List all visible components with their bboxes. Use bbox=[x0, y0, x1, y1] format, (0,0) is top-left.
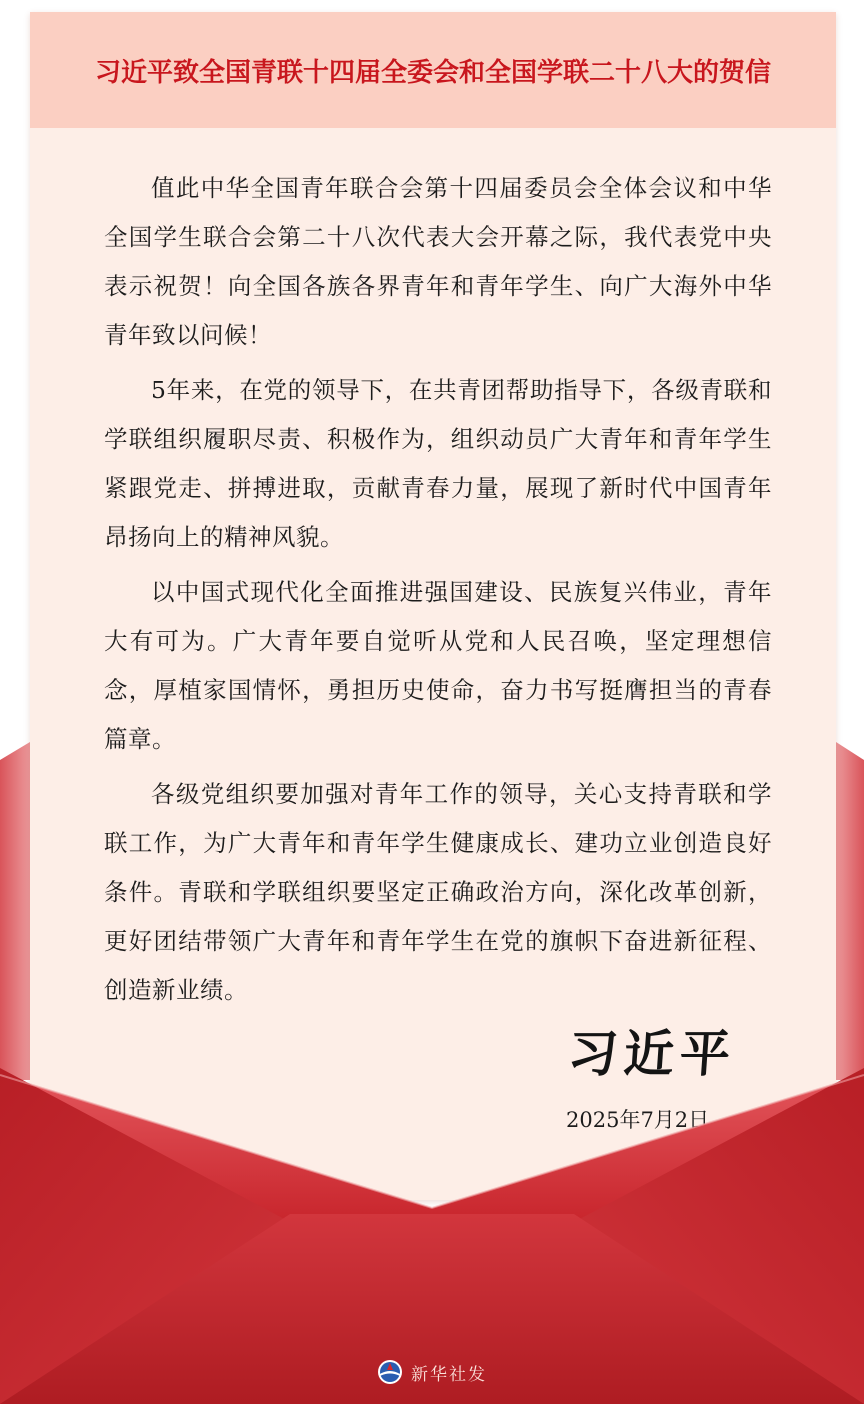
letter-title: 习近平致全国青联十四届全委会和全国学联二十八大的贺信 bbox=[94, 58, 771, 88]
letter-date: 2025年7月2日 bbox=[566, 1108, 710, 1132]
letter-paragraph: 5年来，在党的领导下，在共青团帮助指导下，各级青联和学联组织履职尽责、积极作为，组织动员广大青年和青年学生紧跟党走、拼搏进取，贡献青春力量，展现了新时代中国青年昂扬向上的精神风貌。 bbox=[104, 376, 772, 551]
letter-paragraph: 各级党组织要加强对青年工作的领导，关心支持青联和学联工作，为广大青年和青年学生健康成长、建功立业创造良好条件。青联和学联组织要坚定正确政治方向，深化改革创新，更好团结带领广大青年和青年学生在党的旗帜下奋进新征程、创造新业绩。 bbox=[104, 780, 772, 1004]
xinhua-globe-icon bbox=[377, 1359, 403, 1385]
signature: 习近平 bbox=[565, 1024, 739, 1083]
footer-credit bbox=[0, 1356, 864, 1388]
letter-paragraph: 值此中华全国青年联合会第十四届委员会全体会议和中华全国学生联合会第二十八次代表大会开幕之际，我代表党中央表示祝贺！向全国各族各界青年和青年学生、向广大海外中华青年致以问候！ bbox=[104, 174, 772, 349]
footer-text: 新华社发 bbox=[411, 1364, 487, 1385]
letter-paragraph: 以中国式现代化全面推进强国建设、民族复兴伟业，青年大有可为。广大青年要自觉听从党和人民召唤，坚定理想信念，厚植家国情怀，勇担历史使命，奋力书写挺膺担当的青春篇章。 bbox=[104, 578, 772, 753]
